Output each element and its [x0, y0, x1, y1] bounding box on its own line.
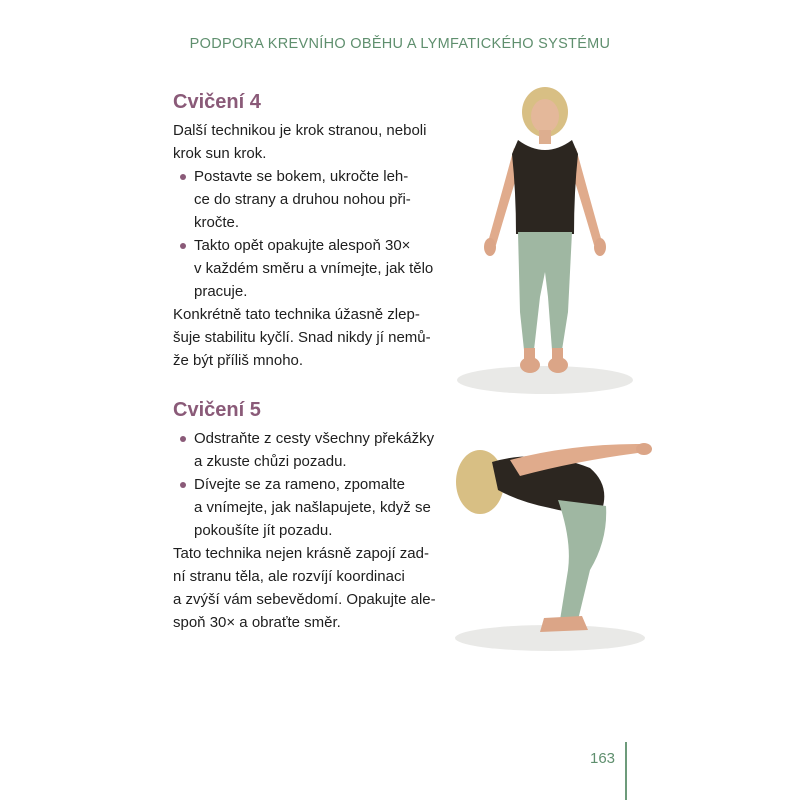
exercise-4-intro [173, 119, 451, 165]
exercise-5-outro [173, 542, 451, 634]
bullet-dot-icon [180, 482, 186, 488]
bullet-dot-icon [180, 436, 186, 442]
bullet-item [173, 234, 451, 303]
bullet-item [173, 427, 451, 473]
exercise-4-section [173, 89, 451, 372]
exercise-4-title: Cvičení 4 [173, 91, 261, 113]
text-line: Dívejte se za rameno, zpomalte [194, 476, 405, 493]
text-line: a zvýší vám sebevědomí. Opakujte ale- [173, 591, 436, 608]
bullet-dot-icon [180, 174, 186, 180]
text-line: pracuje. [194, 283, 248, 300]
text-line: ní stranu těla, ale rozvíjí koordinaci [173, 568, 405, 585]
text-line: krok sun krok. [173, 145, 267, 162]
text-line: Odstraňte z cesty všechny překážky [194, 430, 435, 447]
text-line: a zkuste chůzi pozadu. [194, 453, 347, 470]
text-line: pokoušíte jít pozadu. [194, 522, 333, 539]
backward-walk-photo [440, 430, 655, 658]
exercise-4-outro [173, 303, 451, 372]
text-line: a vnímejte, jak našlapujete, když se [194, 499, 431, 516]
exercise-4-bullets [173, 165, 451, 303]
bullet-item [173, 473, 451, 542]
exercise-5-section [173, 397, 451, 634]
text-line: kročte. [194, 214, 240, 231]
running-head: PODPORA KREVNÍHO OBĚHU A LYMFATICKÉHO SYSTÉMU [189, 36, 611, 52]
page-number: 163 [590, 750, 616, 767]
text-line: Takto opět opakujte alespoň 30× [194, 237, 411, 254]
bullet-item [173, 165, 451, 234]
text-line: v každém směru a vnímejte, jak tělo [194, 260, 434, 277]
text-line: šuje stabilitu kyčlí. Snad nikdy jí nemů- [173, 329, 431, 346]
text-line: spoň 30× a obraťte směr. [173, 614, 341, 631]
exercise-5-bullets [173, 427, 451, 542]
side-step-photo [450, 82, 640, 400]
bullet-dot-icon [180, 243, 186, 249]
text-line: že být příliš mnoho. [173, 352, 304, 369]
text-line: Postavte se bokem, ukročte leh- [194, 168, 409, 185]
text-line: Konkrétně tato technika úžasně zlep- [173, 306, 420, 323]
exercise-5-title: Cvičení 5 [173, 399, 261, 421]
text-line: Další technikou je krok stranou, neboli [173, 122, 427, 139]
text-line: ce do strany a druhou nohou při- [194, 191, 411, 208]
text-line: Tato technika nejen krásně zapojí zad- [173, 545, 429, 562]
page-edge-rule [625, 742, 627, 800]
